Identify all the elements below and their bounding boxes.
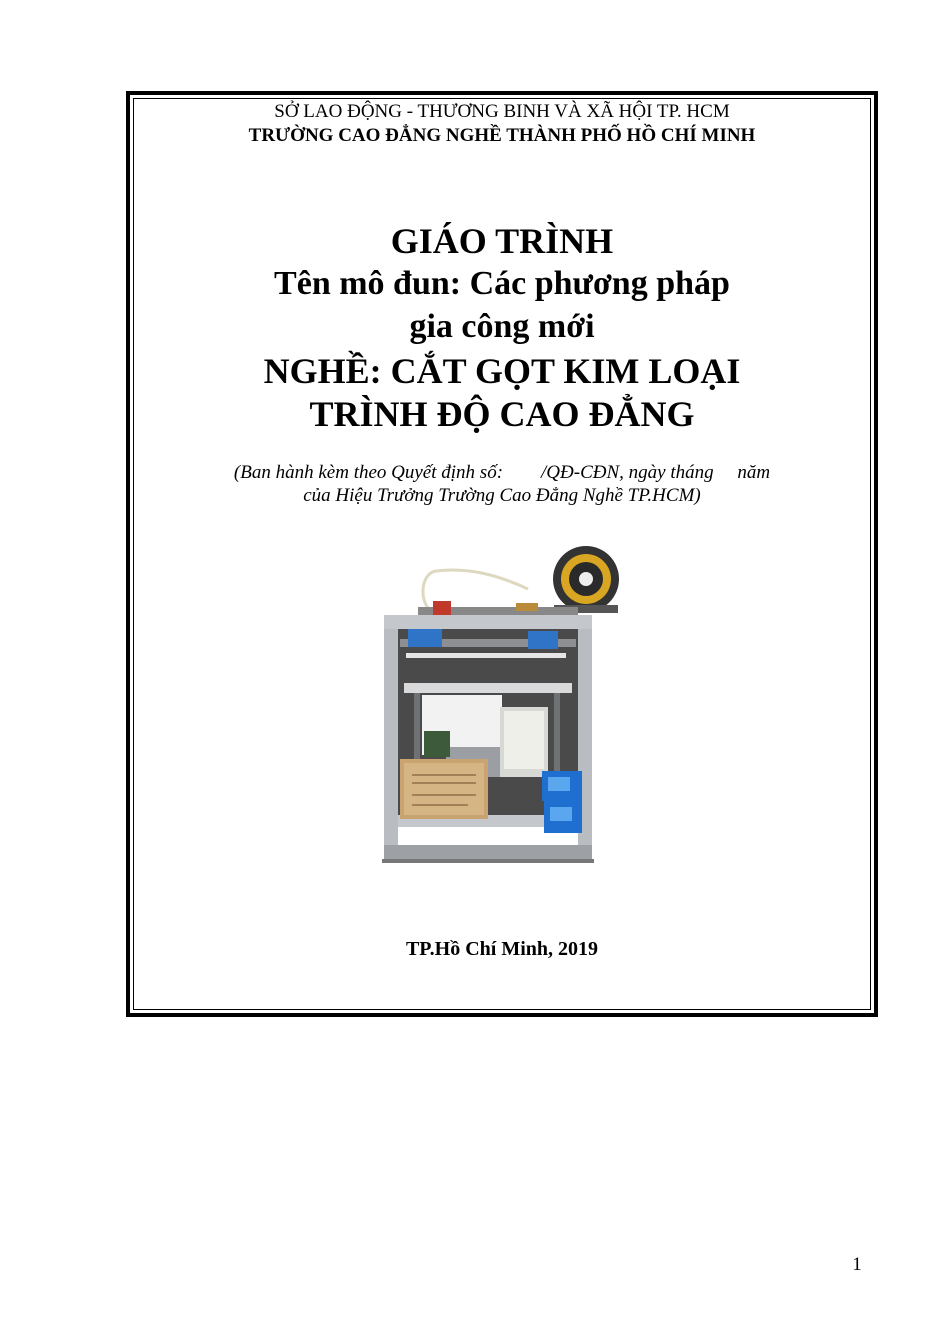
lcd-panel-icon xyxy=(542,771,582,833)
training-level: TRÌNH ĐỘ CAO ĐẲNG xyxy=(309,394,695,434)
decree-line-1: (Ban hành kèm theo Quyết định số: /QĐ-CĐN, ngày tháng năm xyxy=(233,462,771,483)
module-name-line-1: Tên mô đun: Các phương pháp xyxy=(274,265,730,302)
trade-name: NGHỀ: CẮT GỌT KIM LOẠI xyxy=(263,351,741,391)
document-title: GIÁO TRÌNH xyxy=(390,221,614,261)
school-name: TRƯỜNG CAO ĐẲNG NGHỀ THÀNH PHỐ HỒ CHÍ MINH xyxy=(248,125,756,146)
module-name-line-2: gia công mới xyxy=(409,308,595,345)
page-number: 1 xyxy=(852,1254,862,1275)
machine-photo xyxy=(378,545,623,865)
filament-spool-icon xyxy=(553,546,619,613)
3d-printer-illustration xyxy=(378,545,623,865)
ministry-name: SỞ LAO ĐỘNG - THƯƠNG BINH VÀ XÃ HỘI TP. HCM xyxy=(274,101,730,122)
decree-line-2: của Hiệu Trưởng Trường Cao Đẳng Nghề TP.HCM) xyxy=(303,485,701,506)
place-and-year: TP.Hồ Chí Minh, 2019 xyxy=(405,938,599,960)
